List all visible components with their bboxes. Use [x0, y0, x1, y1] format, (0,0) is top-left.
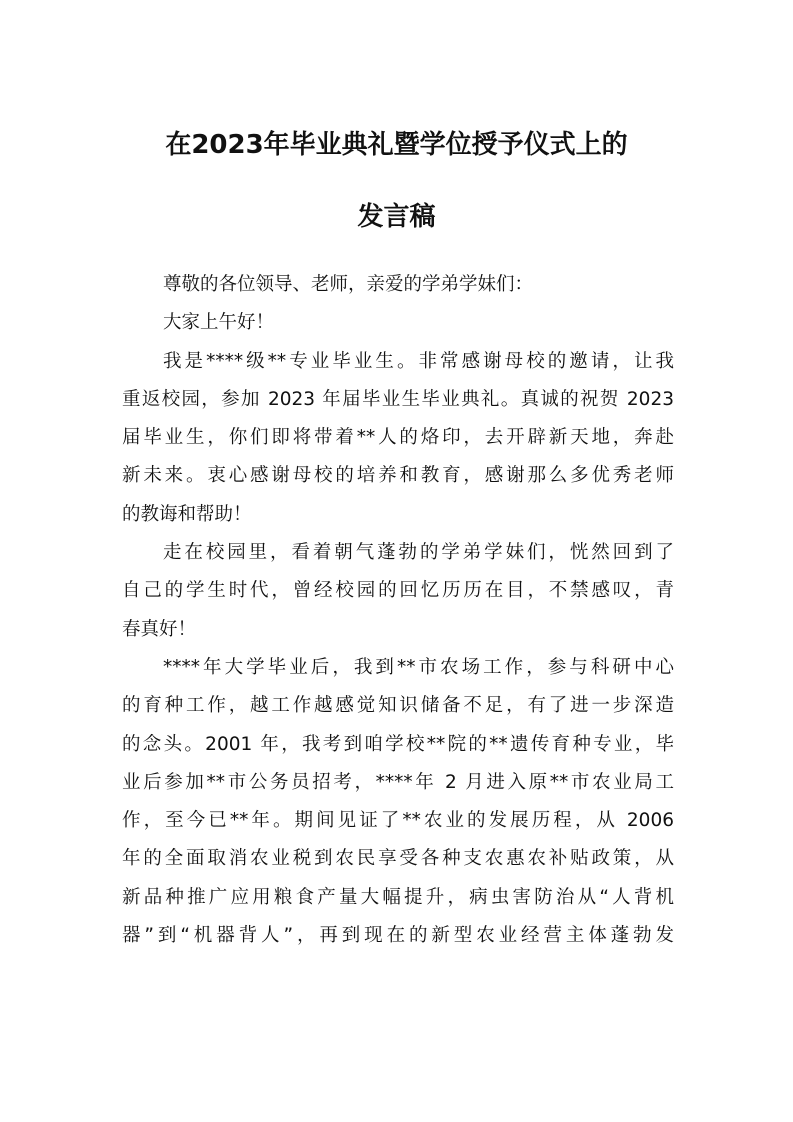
document-body	[122, 266, 674, 955]
salutation-line: 尊敬的各位领导、老师，亲爱的学弟学妹们：	[163, 274, 534, 295]
paragraph-line: 器”到“机器背人”，再到现在的新型农业经营主体蓬勃发	[122, 925, 674, 947]
paragraph-line: 业后参加**市公务员招考，****年 2 月进入原**市农业局工	[122, 771, 674, 793]
paragraph-line: 年的全面取消农业税到农民享受各种支农惠农补贴政策，从	[122, 848, 674, 870]
greeting-line: 大家上午好！	[163, 312, 275, 334]
paragraph-line: 自己的学生时代，曾经校园的回忆历历在目，不禁感叹，青	[122, 580, 674, 602]
document-title-line-1: 在2023年毕业典礼暨学位授予仪式上的	[165, 130, 628, 160]
paragraph-line: 我是****级**专业毕业生。非常感谢母校的邀请，让我	[163, 350, 674, 372]
paragraph-line: 的念头。2001 年，我考到咱学校**院的**遗传育种专业，毕	[122, 733, 674, 755]
paragraph-line: ****年大学毕业后，我到**市农场工作，参与科研中心	[163, 656, 674, 678]
paragraph-line: 重返校园，参加 2023 年届毕业生毕业典礼。真诚的祝贺 2023	[122, 388, 674, 410]
paragraph-line: 走在校园里，看着朝气蓬勃的学弟学妹们，恍然回到了	[163, 542, 674, 564]
document-title-line-2: 发言稿	[357, 202, 436, 232]
paragraph-line: 的育种工作，越工作越感觉知识储备不足，有了进一步深造	[122, 695, 674, 717]
paragraph-line: 作，至今已**年。期间见证了**农业的发展历程，从 2006	[122, 810, 674, 832]
paragraph-line: 新未来。衷心感谢母校的培养和教育，感谢那么多优秀老师	[122, 465, 674, 487]
paragraph-line: 春真好！	[122, 618, 197, 640]
paragraph-line: 的教诲和帮助！	[122, 503, 252, 525]
paragraph-line: 新品种推广应用粮食产量大幅提升，病虫害防治从“人背机	[122, 886, 674, 908]
paragraph-line: 届毕业生，你们即将带着**人的烙印，去开辟新天地，奔赴	[122, 427, 674, 449]
